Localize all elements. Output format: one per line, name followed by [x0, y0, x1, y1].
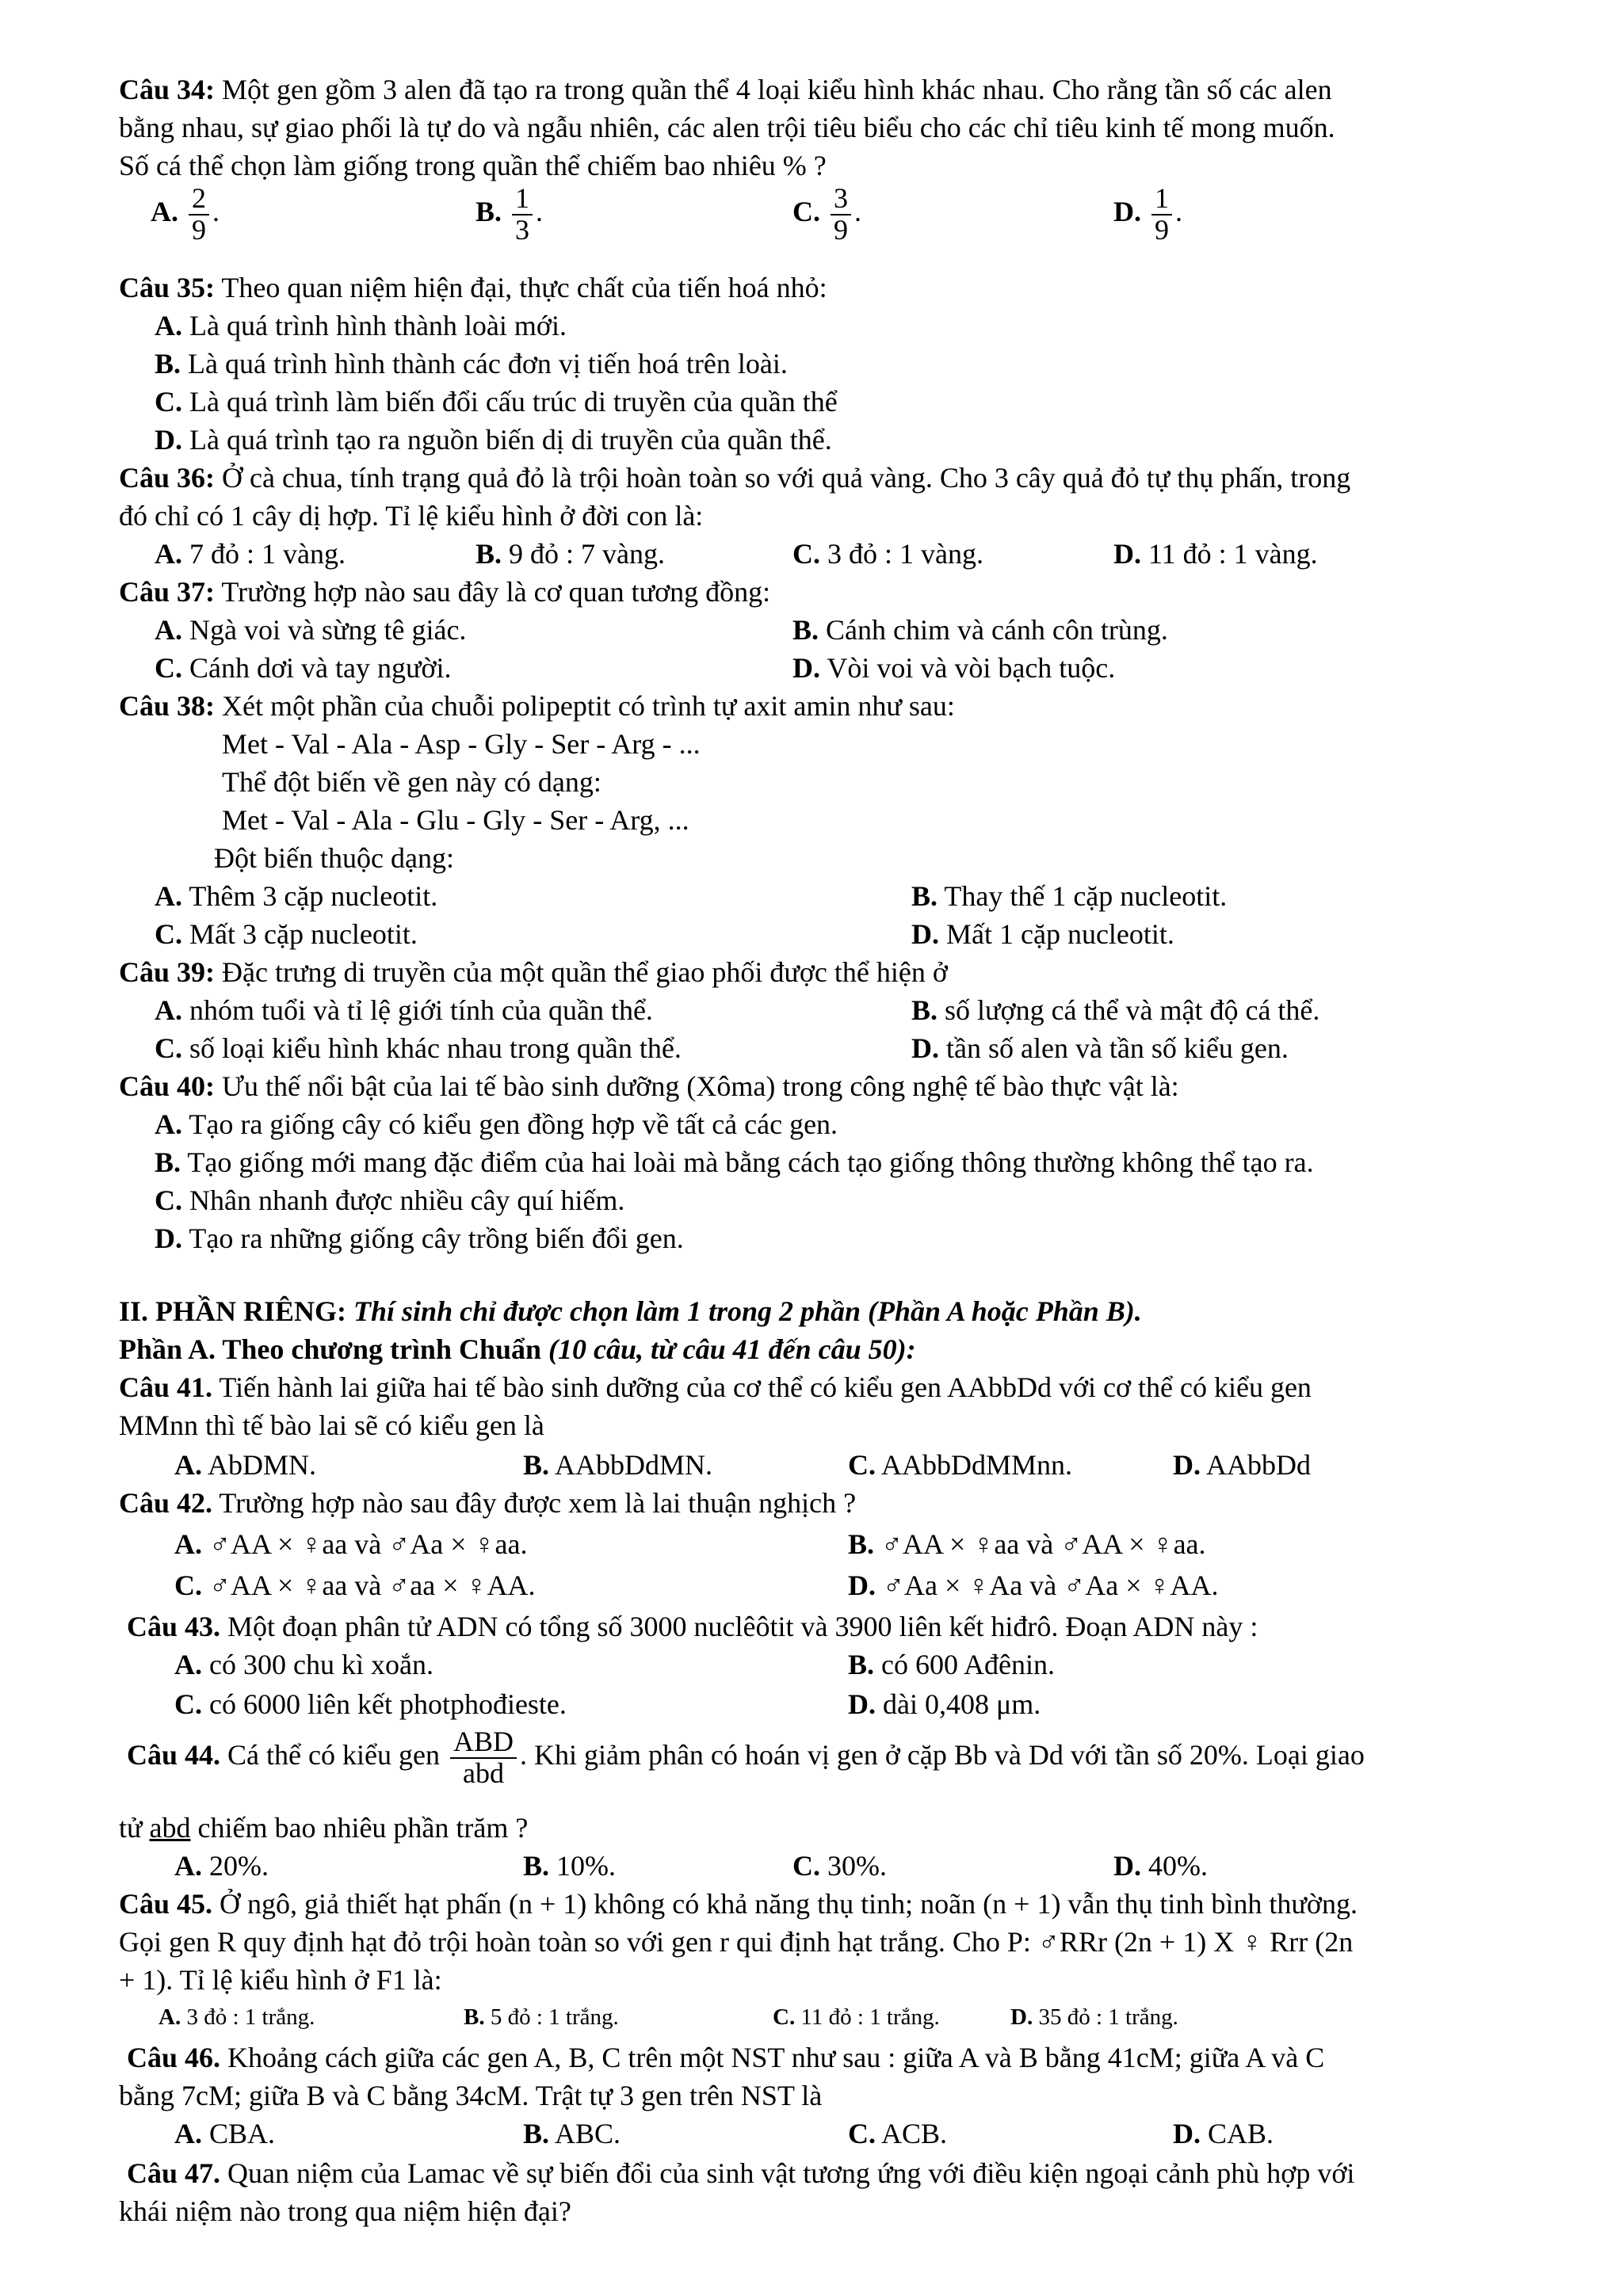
- q36-line1: [119, 460, 1350, 497]
- q46-text1: Khoảng cách giữa các gen A, B, C trên một NST như sau : giữa A và B bằng 41cM; giữa A và C: [227, 2042, 1325, 2073]
- q36-option-c: [792, 536, 983, 573]
- option-text: 9 đỏ : 7 vàng.: [509, 538, 665, 570]
- q43-label: Câu 43.: [127, 1611, 221, 1642]
- option-text: 11 đỏ : 1 trắng.: [800, 2004, 940, 2030]
- q41-text2: MMnn thì tế bào lai sẽ có kiểu gen là: [119, 1409, 544, 1441]
- q43-option-c: [174, 1686, 567, 1723]
- fraction-denominator: 3: [515, 213, 530, 246]
- option-text: AbDMN.: [208, 1449, 317, 1481]
- q42-line1: [119, 1485, 856, 1522]
- q38-sequence-mutant: Met - Val - Ala - Glu - Gly - Ser - Arg, ...: [222, 804, 689, 836]
- option-letter: A.: [155, 310, 182, 341]
- option-letter: D.: [1173, 2118, 1201, 2149]
- option-letter: B.: [475, 196, 502, 228]
- q46-option-b: [523, 2115, 621, 2153]
- option-text: Vòi voi và vòi bạch tuộc.: [827, 652, 1116, 684]
- option-letter: B.: [523, 2118, 550, 2149]
- q45-option-a: [158, 2003, 315, 2033]
- option-letter: A.: [174, 1850, 202, 1882]
- option-text: 7 đỏ : 1 vàng.: [189, 538, 346, 570]
- option-text: số loại kiểu hình khác nhau trong quần thể.: [189, 1032, 682, 1064]
- q39-option-c: [155, 1030, 682, 1067]
- q45-label: Câu 45.: [119, 1888, 213, 1920]
- option-tail: .: [854, 196, 861, 228]
- option-letter: D.: [911, 1032, 939, 1064]
- option-letter: A.: [158, 2004, 181, 2030]
- q44-line2-pre: tử: [119, 1812, 143, 1844]
- option-text: Mất 1 cặp nucleotit.: [946, 918, 1174, 950]
- option-text: Thêm 3 cặp nucleotit.: [189, 880, 438, 912]
- q36-text1: Ở cà chua, tính trạng quả đỏ là trội hoàn toàn so với quả vàng. Cho 3 cây quả đỏ tự thụ phấn, trong: [222, 462, 1351, 494]
- q37-option-b: [792, 612, 1168, 649]
- option-text: có 6000 liên kết photphođieste.: [209, 1688, 567, 1720]
- option-letter: C.: [155, 1184, 182, 1216]
- option-letter: C.: [773, 2004, 796, 2030]
- q43-line1: [127, 1608, 1258, 1646]
- q41-line1: [119, 1369, 1312, 1406]
- part-a-title: Phần A. Theo chương trình Chuẩn: [119, 1333, 542, 1365]
- q40-text: Ưu thế nổi bật của lai tế bào sinh dưỡng (Xôma) trong công nghệ tế bào thực vật là:: [222, 1070, 1179, 1102]
- q41-option-d: [1173, 1447, 1311, 1484]
- option-text: Mất 3 cặp nucleotit.: [189, 918, 418, 950]
- option-letter: A.: [174, 1649, 202, 1680]
- fraction-numerator: ABD: [450, 1727, 517, 1759]
- option-letter: C.: [155, 652, 182, 684]
- option-letter: B.: [155, 348, 181, 379]
- option-text: Nhân nhanh được nhiều cây quí hiếm.: [189, 1184, 625, 1216]
- fraction-numerator: 3: [831, 184, 851, 215]
- option-letter: C.: [792, 1850, 820, 1882]
- q38-text: Xét một phần của chuỗi polipeptit có trình tự axit amin như sau:: [222, 690, 955, 722]
- option-tail: .: [212, 196, 220, 228]
- q42-option-d: [848, 1567, 1219, 1604]
- q34-option-d: [1113, 184, 1182, 246]
- q34-option-c: [792, 184, 861, 246]
- q38-sequence-original: Met - Val - Ala - Asp - Gly - Ser - Arg - ...: [222, 728, 701, 760]
- option-text: Tạo ra những giống cây trồng biến đổi gen.: [189, 1222, 684, 1254]
- q37-line1: [119, 574, 770, 611]
- option-letter: B.: [848, 1528, 875, 1560]
- part-a-range: (10 câu, từ câu 41 đến câu 50):: [548, 1333, 916, 1365]
- section-2-heading: [119, 1293, 1142, 1330]
- q35-option-b: [155, 345, 788, 383]
- q42-option-a: [174, 1526, 527, 1563]
- option-letter: C.: [174, 1688, 202, 1720]
- q47-text1: Quan niệm của Lamac về sự biến đổi của sinh vật tương ứng với điều kiện ngoại cảnh phù hợp với: [227, 2157, 1355, 2189]
- option-text: Là quá trình tạo ra nguồn biến dị di truyền của quần thể.: [189, 424, 832, 456]
- q40-line1: [119, 1068, 1179, 1105]
- option-text: 20%.: [209, 1850, 269, 1882]
- option-text: Là quá trình làm biến đổi cấu trúc di truyền của quần thể: [189, 386, 838, 418]
- option-letter: A.: [151, 196, 178, 228]
- fraction: [831, 184, 851, 246]
- option-text: CBA.: [209, 2118, 276, 2149]
- option-letter: B.: [848, 1649, 875, 1680]
- fraction: [512, 184, 533, 246]
- q44-label: Câu 44.: [127, 1739, 221, 1772]
- option-letter: A.: [155, 1108, 182, 1140]
- q42-option-b: [848, 1526, 1206, 1563]
- q43-text: Một đoạn phân tử ADN có tổng số 3000 nuclêôtit và 3900 liên kết hiđrô. Đoạn ADN này :: [227, 1611, 1258, 1642]
- option-letter: B.: [464, 2004, 485, 2030]
- q36-option-d: [1113, 536, 1318, 573]
- q43-option-a: [174, 1646, 433, 1684]
- option-letter: D.: [1113, 196, 1141, 228]
- q42-option-c: [174, 1567, 536, 1604]
- option-letter: B.: [911, 880, 938, 912]
- option-letter: C.: [792, 538, 820, 570]
- q34-label: Câu 34:: [119, 74, 216, 105]
- option-text: 40%.: [1148, 1850, 1208, 1882]
- q46-option-a: [174, 2115, 275, 2153]
- q41-option-b: [523, 1447, 712, 1484]
- q39-text: Đặc trưng di truyền của một quần thể giao phối được thể hiện ở: [222, 956, 948, 988]
- option-text: CAB.: [1208, 2118, 1274, 2149]
- q42-text: Trường hợp nào sau đây được xem là lai thuận nghịch ?: [219, 1487, 857, 1519]
- option-text: Tạo giống mới mang đặc điểm của hai loài mà bằng cách tạo giống thông thường không thể tạo ra.: [187, 1146, 1314, 1178]
- q36-option-a: [155, 536, 346, 573]
- q38-mutant-caption: Thể đột biến về gen này có dạng:: [222, 766, 601, 798]
- q39-line1: [119, 954, 948, 991]
- q45-option-d: [1010, 2003, 1178, 2033]
- option-text: 35 đỏ : 1 trắng.: [1038, 2004, 1178, 2030]
- option-text: 5 đỏ : 1 trắng.: [490, 2004, 619, 2030]
- fraction-numerator: 2: [189, 184, 209, 215]
- option-text: 30%.: [827, 1850, 887, 1882]
- q40-option-d: [155, 1220, 684, 1257]
- option-text: ACB.: [881, 2118, 948, 2149]
- option-text: dài 0,408 μm.: [883, 1688, 1041, 1720]
- option-text: Là quá trình hình thành loài mới.: [189, 310, 567, 341]
- q37-label: Câu 37:: [119, 576, 216, 608]
- option-letter: A.: [174, 1528, 202, 1560]
- q35-option-c: [155, 383, 838, 421]
- q45-text1: Ở ngô, giả thiết hạt phấn (n + 1) không có khả năng thụ tinh; noãn (n + 1) vẫn thụ tinh bình thường.: [220, 1888, 1358, 1920]
- option-letter: C.: [848, 2118, 876, 2149]
- option-letter: B.: [475, 538, 502, 570]
- q44-option-c: [792, 1848, 887, 1885]
- option-letter: A.: [174, 1449, 202, 1481]
- q40-option-b: [155, 1144, 1314, 1181]
- option-letter: C.: [848, 1449, 876, 1481]
- option-letter: B.: [523, 1449, 550, 1481]
- q39-option-d: [911, 1030, 1289, 1067]
- option-letter: C.: [174, 1569, 202, 1601]
- option-letter: C.: [155, 386, 182, 418]
- q38-label: Câu 38:: [119, 690, 216, 722]
- q34-text3: Số cá thể chọn làm giống trong quần thể chiếm bao nhiêu % ?: [119, 150, 827, 181]
- option-text: AAbbDdMN.: [555, 1449, 713, 1481]
- q35-label: Câu 35:: [119, 272, 216, 303]
- option-text: Cánh dơi và tay người.: [189, 652, 452, 684]
- option-letter: D.: [848, 1569, 876, 1601]
- q41-option-c: [848, 1447, 1072, 1484]
- option-tail: .: [536, 196, 544, 228]
- q39-option-a: [155, 992, 653, 1029]
- option-letter: B.: [523, 1850, 550, 1882]
- q34-text1: Một gen gồm 3 alen đã tạo ra trong quần thể 4 loại kiểu hình khác nhau. Cho rằng tần số các alen: [222, 74, 1332, 105]
- q47-label: Câu 47.: [127, 2157, 221, 2189]
- option-text: ♂Aa × ♀Aa và ♂Aa × ♀AA.: [883, 1569, 1219, 1601]
- q44-line2-post: chiếm bao nhiêu phần trăm ?: [197, 1812, 529, 1844]
- q36-option-b: [475, 536, 665, 573]
- q45-option-c: [773, 2003, 940, 2033]
- option-text: 10%.: [556, 1850, 617, 1882]
- option-text: Thay thế 1 cặp nucleotit.: [944, 880, 1228, 912]
- q35-option-a: [155, 307, 567, 345]
- option-letter: C.: [155, 918, 182, 950]
- q39-option-b: [911, 992, 1319, 1029]
- option-letter: D.: [155, 1222, 182, 1254]
- q44-line1: [127, 1727, 1365, 1789]
- q44-option-a: [174, 1848, 269, 1885]
- option-letter: A.: [155, 614, 182, 646]
- option-letter: D.: [155, 424, 182, 456]
- q41-label: Câu 41.: [119, 1371, 213, 1403]
- option-letter: D.: [1113, 538, 1141, 570]
- q38-option-a: [155, 878, 437, 915]
- option-text: ABC.: [555, 2118, 621, 2149]
- q40-option-c: [155, 1182, 624, 1219]
- option-letter: A.: [155, 880, 182, 912]
- q46-line1: [127, 2039, 1324, 2077]
- option-letter: D.: [1010, 2004, 1033, 2030]
- q41-text1: Tiến hành lai giữa hai tế bào sinh dưỡng của cơ thể có kiểu gen AAbbDd với cơ thể có kiểu gen: [219, 1371, 1312, 1403]
- option-text: nhóm tuổi và tỉ lệ giới tính của quần thể.: [189, 994, 653, 1026]
- q44-line2: [119, 1810, 528, 1847]
- q37-option-d: [792, 650, 1115, 687]
- option-text: tần số alen và tần số kiểu gen.: [946, 1032, 1289, 1064]
- q40-label: Câu 40:: [119, 1070, 216, 1102]
- q45-option-b: [464, 2003, 619, 2033]
- option-text: 3 đỏ : 1 trắng.: [186, 2004, 315, 2030]
- q43-option-b: [848, 1646, 1055, 1684]
- option-letter: C.: [792, 196, 820, 228]
- fraction: [189, 184, 209, 246]
- q47-text2: khái niệm nào trong qua niệm hiện đại?: [119, 2195, 571, 2227]
- option-letter: D.: [911, 918, 939, 950]
- option-letter: D.: [1113, 1850, 1141, 1882]
- option-text: ♂AA × ♀aa và ♂aa × ♀AA.: [209, 1569, 536, 1601]
- fraction-denominator: 9: [192, 213, 206, 246]
- option-text: số lượng cá thể và mật độ cá thể.: [945, 994, 1320, 1026]
- option-text: ♂AA × ♀aa và ♂Aa × ♀aa.: [209, 1528, 528, 1560]
- option-text: 11 đỏ : 1 vàng.: [1148, 538, 1318, 570]
- q36-text2: đó chỉ có 1 cây dị hợp. Tỉ lệ kiểu hình ở đời con là:: [119, 500, 704, 532]
- q46-label: Câu 46.: [127, 2042, 221, 2073]
- option-text: ♂AA × ♀aa và ♂AA × ♀aa.: [881, 1528, 1206, 1560]
- q38-line1: [119, 688, 955, 725]
- option-tail: .: [1175, 196, 1182, 228]
- part-a-heading: [119, 1331, 916, 1368]
- q46-text2: bằng 7cM; giữa B và C bằng 34cM. Trật tự 3 gen trên NST là: [119, 2080, 823, 2111]
- fraction-numerator: 1: [1151, 184, 1172, 215]
- q40-option-a: [155, 1106, 838, 1143]
- q38-question: Đột biến thuộc dạng:: [214, 842, 454, 874]
- fraction-denominator: 9: [834, 213, 848, 246]
- q46-option-d: [1173, 2115, 1274, 2153]
- option-letter: A.: [155, 994, 182, 1026]
- q47-line1: [127, 2155, 1354, 2192]
- fraction-numerator: 1: [512, 184, 533, 215]
- q45-text2: Gọi gen R quy định hạt đỏ trội hoàn toàn so với gen r qui định hạt trắng. Cho P: ♂RRr (2n + 1) X ♀ Rrr (2n: [119, 1926, 1354, 1958]
- option-letter: D.: [792, 652, 820, 684]
- q44-text-pre: Cá thể có kiểu gen: [227, 1739, 440, 1772]
- option-text: Ngà voi và sừng tê giác.: [189, 614, 467, 646]
- option-text: Tạo ra giống cây có kiểu gen đồng hợp về tất cả các gen.: [189, 1108, 838, 1140]
- option-letter: A.: [174, 2118, 202, 2149]
- q44-option-d: [1113, 1848, 1208, 1885]
- fraction: [1151, 184, 1172, 246]
- q38-option-d: [911, 916, 1174, 953]
- option-letter: B.: [911, 994, 938, 1026]
- q34-line1: [119, 71, 1332, 109]
- q44-option-b: [523, 1848, 616, 1885]
- section-title: II. PHẦN RIÊNG:: [119, 1295, 347, 1327]
- q45-line1: [119, 1886, 1358, 1923]
- q36-label: Câu 36:: [119, 462, 216, 494]
- option-text: có 600 Ađênin.: [881, 1649, 1055, 1680]
- q37-option-a: [155, 612, 466, 649]
- q45-text3: + 1). Tỉ lệ kiểu hình ở F1 là:: [119, 1964, 442, 1996]
- q34-option-b: [475, 184, 543, 246]
- q44-gamete: abd: [149, 1812, 191, 1844]
- q38-option-c: [155, 916, 418, 953]
- option-text: AAbbDd: [1206, 1449, 1312, 1481]
- option-letter: B.: [155, 1146, 181, 1178]
- option-letter: D.: [848, 1688, 876, 1720]
- q42-label: Câu 42.: [119, 1487, 213, 1519]
- q39-label: Câu 39:: [119, 956, 216, 988]
- option-letter: D.: [1173, 1449, 1201, 1481]
- q35-line1: [119, 269, 827, 307]
- fraction-denominator: abd: [462, 1756, 504, 1789]
- option-text: Là quá trình hình thành các đơn vị tiến hoá trên loài.: [188, 348, 788, 379]
- option-text: 3 đỏ : 1 vàng.: [827, 538, 983, 570]
- section-instruction: Thí sinh chỉ được chọn làm 1 trong 2 phần (Phần A hoặc Phần B).: [353, 1295, 1142, 1327]
- q43-option-d: [848, 1686, 1041, 1723]
- option-letter: A.: [155, 538, 182, 570]
- option-text: có 300 chu kì xoắn.: [209, 1649, 433, 1680]
- option-text: Cánh chim và cánh côn trùng.: [826, 614, 1168, 646]
- q34-option-a: [151, 184, 220, 246]
- q35-option-d: [155, 421, 832, 459]
- option-text: AAbbDdMMnn.: [881, 1449, 1073, 1481]
- q38-option-b: [911, 878, 1227, 915]
- option-letter: B.: [792, 614, 819, 646]
- q34-text2: bằng nhau, sự giao phối là tự do và ngẫu nhiên, các alen trội tiêu biểu cho các chỉ tiêu kinh tế mong muốn.: [119, 112, 1335, 143]
- q46-option-c: [848, 2115, 947, 2153]
- q44-text-post: . Khi giảm phân có hoán vị gen ở cặp Bb và Dd với tần số 20%. Loại giao: [519, 1739, 1365, 1772]
- q41-option-a: [174, 1447, 316, 1484]
- genotype-fraction: [450, 1727, 517, 1789]
- option-letter: C.: [155, 1032, 182, 1064]
- q37-text: Trường hợp nào sau đây là cơ quan tương đồng:: [221, 576, 771, 608]
- q37-option-c: [155, 650, 452, 687]
- q35-text: Theo quan niệm hiện đại, thực chất của tiến hoá nhỏ:: [221, 272, 827, 303]
- fraction-denominator: 9: [1155, 213, 1169, 246]
